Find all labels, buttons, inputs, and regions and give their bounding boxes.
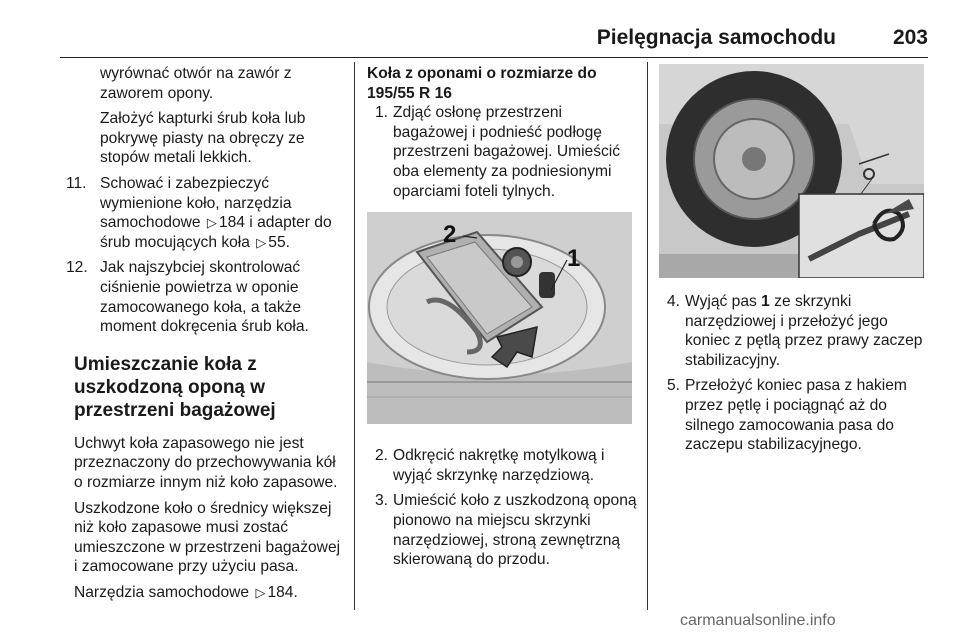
section-heading: Umieszczanie koła z uszkodzoną oponą w przestrzeni bagażowej [74,353,276,421]
continued-step-text: wyrównać otwór na zawór z zaworem opony. [100,65,292,102]
column-divider [647,62,648,610]
step-text: Przełożyć koniec pasa z hakiem przez pętlę i pociągnąć aż do silnego zamocowania pasa do zaczepu stabilizacyjnego. [685,377,907,454]
step-item-2 [367,446,637,485]
page-reference-link[interactable]: 184. [267,583,298,601]
page-reference-link[interactable]: 184 [218,214,245,232]
body-paragraph: Uchwyt koła zapasowego nie jest przeznaczony do przechowywania kół o rozmiarze innym niż koło zapasowe. [74,434,338,491]
header-rule [60,57,928,58]
step-number: 5. [667,377,681,395]
step-item-11 [66,174,344,252]
arrow-right-outline-icon: ▷ [206,215,217,231]
step-item-5 [659,376,929,454]
step-number: 3. [375,492,389,510]
step-text: Umieścić koło z uszkodzoną oponą pionowo na miejscu skrzynki narzędziowej, stroną zewnętrzną skierowaną do przodu. [393,492,637,569]
step-number: 4. [667,293,681,310]
column-left [66,64,344,608]
column-middle [367,64,637,576]
column-right [659,64,929,461]
step-text: Jak najszybciej skontrolować ciśnienie powietrza w oponie zamocowanego koła, a także moment dokręcenia śrub koła. [100,259,309,336]
step-item-12 [66,258,344,336]
body-paragraph [74,583,344,603]
step-text: Schować i zabezpieczyć wymienione koło, narzędzia samochodowe [100,174,292,232]
column-divider [354,62,355,610]
step-item-3 [367,491,637,569]
body-text: Narzędzia samochodowe [74,583,250,601]
part-reference-number: 1 [761,293,770,310]
page-reference-link[interactable]: 55. [268,233,290,251]
step-text: Zdjąć osłonę przestrzeni bagażowej i podnieść podłogę przestrzeni bagażowej. Umieścić oba elementy za podniesionymi oparciami foteli tylnych. [393,104,621,200]
step-item-1 [367,103,637,201]
arrow-right-outline-icon: ▷ [255,584,266,600]
step-text: i adapter do śrub mocujących koła [100,214,332,251]
watermark: carmanualsonline.info [680,612,836,629]
continued-step-text: Założyć kapturki śrub koła lub pokrywę piasty na obręczy ze stopów metali lekkich. [100,110,306,167]
step-number: 2. [375,447,389,465]
step-number: 12. [66,259,88,277]
step-number: 11. [66,174,87,192]
page-title: Pielęgnacja samochodu [596,26,836,49]
step-text: Wyjąć pas [685,293,757,310]
subsection-heading: Koła z oponami o rozmiarze do 195/55 R 16 [367,65,597,102]
step-number: 1. [375,104,389,122]
step-text: Odkręcić nakrętkę motylkową i wyjąć skrzynkę narzędziową. [393,447,605,484]
page-number: 203 [892,26,928,49]
page-header [60,26,928,56]
callout-number: 1 [567,245,581,273]
wheel-strap-illustration [659,64,924,278]
step-text: ze skrzynki narzędziowej i przełożyć jego koniec z pętlą przez prawy zaczep stabilizacyjny. [685,293,923,369]
arrow-right-outline-icon: ▷ [256,234,267,250]
callout-number: 2 [443,221,457,249]
step-item-4 [659,292,929,370]
spare-wheel-well-illustration [367,212,632,424]
body-paragraph: Uszkodzone koło o średnicy większej niż koło zapasowe musi zostać umieszczone w przestrzeni bagażowej i zamocowane przy użyciu pasa. [74,499,341,576]
